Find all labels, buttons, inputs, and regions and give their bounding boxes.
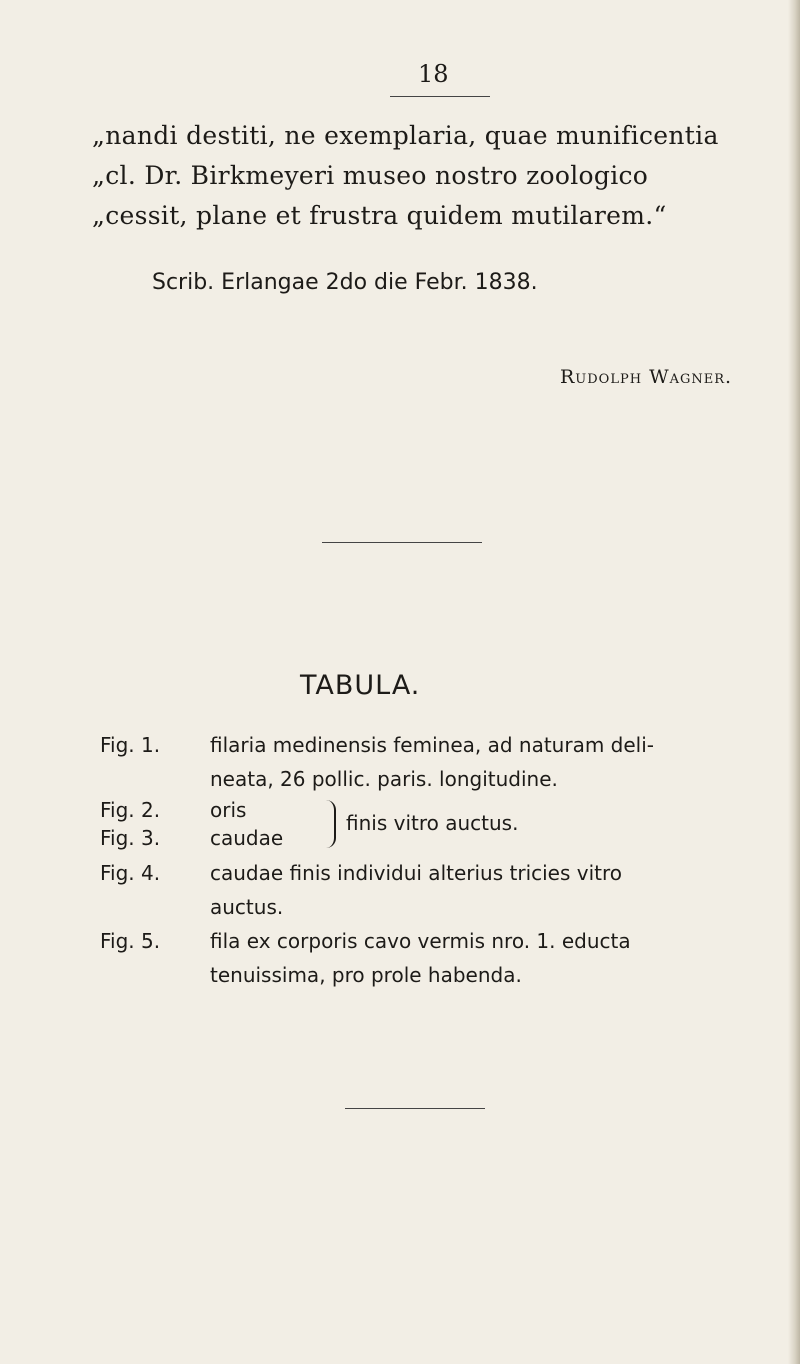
page-edge: [788, 0, 800, 1364]
brace-text: finis vitro auctus.: [346, 811, 519, 835]
caption-text: neata, 26 pollic. paris. longitudine.: [210, 767, 558, 791]
plate-title: TABULA.: [300, 670, 421, 701]
quote-line: „cessit, plane et frustra quidem mutilarem.“: [92, 201, 667, 230]
caption-fig-1: [100, 728, 780, 762]
caption-text: fila ex corporis cavo vermis nro. 1. educta: [210, 929, 631, 953]
fig-label: Fig. 5.: [100, 929, 161, 953]
caption-text: auctus.: [210, 895, 284, 919]
caption-fig-4: [100, 856, 780, 890]
section-divider: [322, 542, 482, 543]
fig-label: Fig. 2.: [100, 798, 161, 822]
caption-fig-5: [100, 924, 780, 958]
caption-fig-1-cont: [100, 762, 780, 796]
caption-fig-5-cont: [100, 958, 780, 992]
header-rule: [390, 96, 490, 97]
caption-text: oris: [210, 798, 247, 822]
caption-text: tenuissima, pro prole habenda.: [210, 963, 522, 987]
caption-fig-4-cont: [100, 890, 780, 924]
fig-label: Fig. 4.: [100, 861, 161, 885]
signature-name: Rudolph Wagner.: [560, 366, 733, 388]
caption-text: caudae finis individui alterius tricies vitro: [210, 861, 623, 885]
caption-fig-2-3: [100, 796, 780, 856]
page-number: 18: [418, 60, 449, 88]
quote-line: „cl. Dr. Birkmeyeri museo nostro zoologico: [92, 161, 649, 190]
caption-text: caudae: [210, 826, 284, 850]
signature-date: Scrib. Erlangae 2do die Febr. 1838.: [152, 270, 538, 295]
figure-captions: [100, 728, 780, 992]
fig-label: Fig. 1.: [100, 733, 161, 757]
fig-label: Fig. 3.: [100, 826, 161, 850]
footer-rule: [345, 1108, 485, 1109]
quote-line: „nandi destiti, ne exemplaria, quae munificentia: [92, 121, 719, 150]
brace-symbol: [326, 800, 336, 848]
quote-block: [92, 116, 772, 236]
caption-text: filaria medinensis feminea, ad naturam deli-: [210, 733, 654, 757]
